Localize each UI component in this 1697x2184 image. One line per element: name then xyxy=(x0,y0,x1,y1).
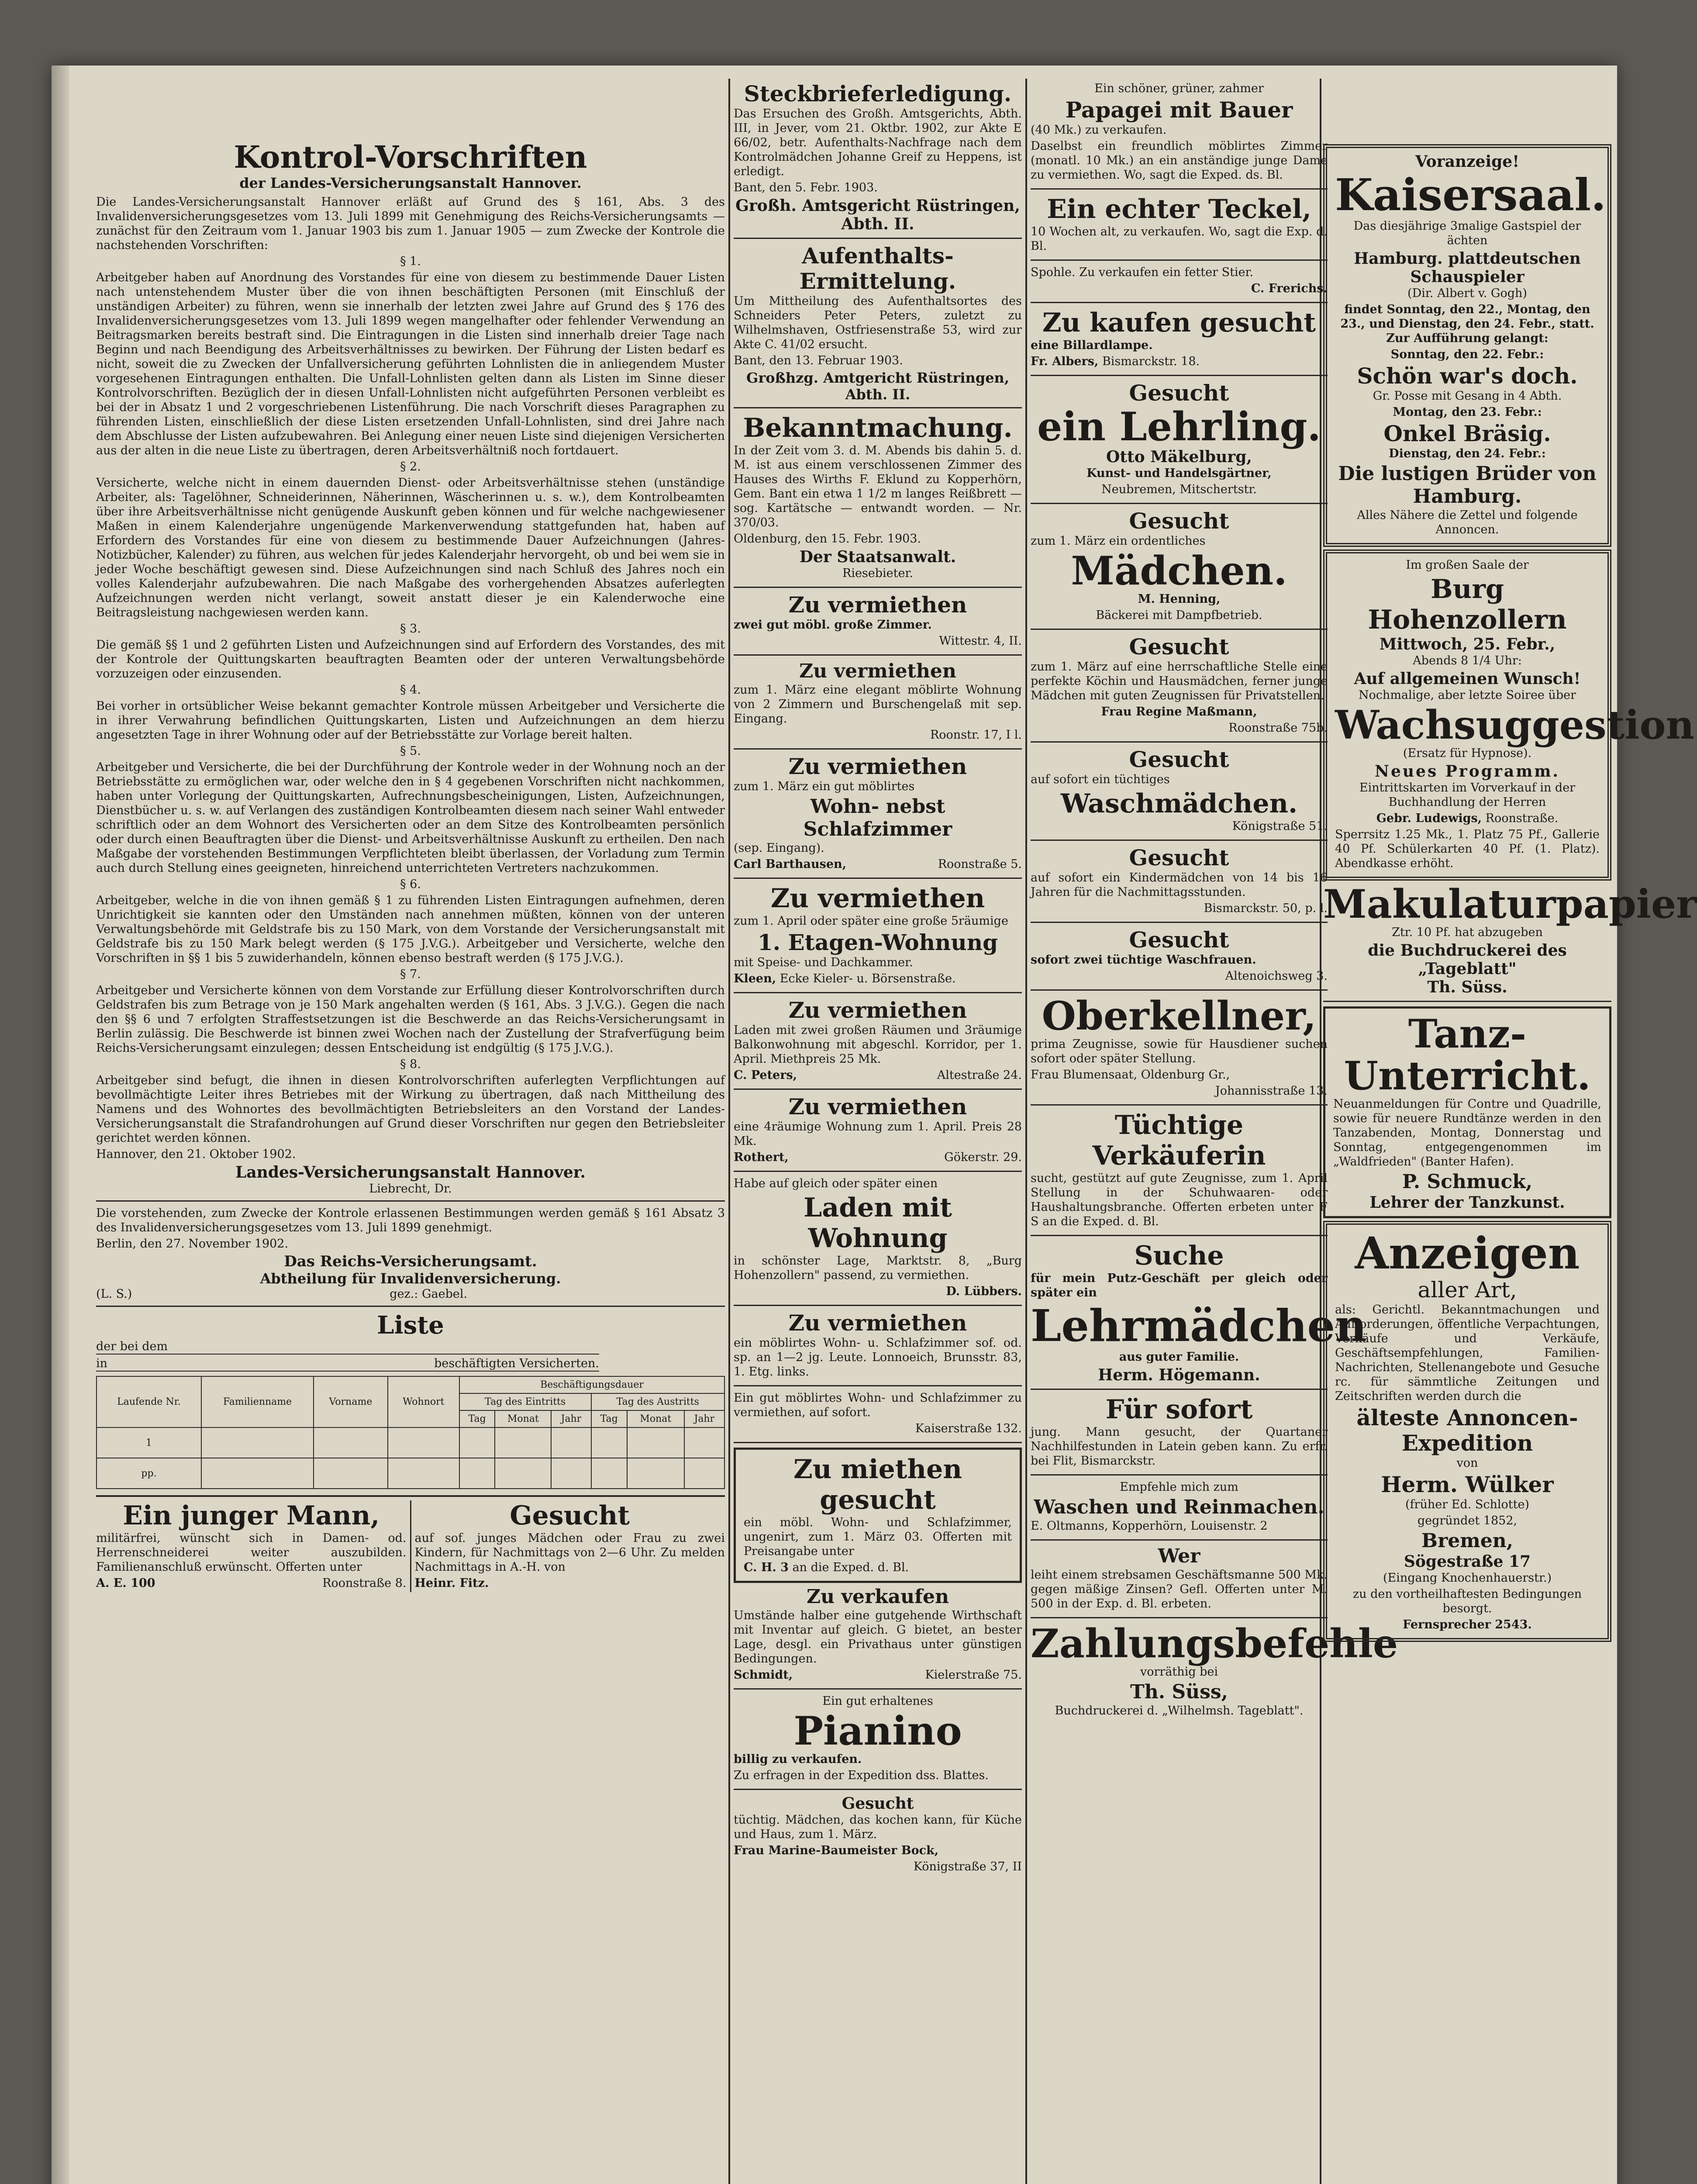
ad-highlight: Laden mit Wohnung xyxy=(804,1192,952,1254)
ad-code: C. H. 3 xyxy=(744,1561,789,1574)
ad-name: D. Lübbers. xyxy=(946,1285,1022,1298)
ad-address: Roonstraße 75b. xyxy=(1228,721,1328,735)
ad-text: in schönster Lage, Marktstr. 8, „Burg Hohenzollern" passend, zu vermiethen. xyxy=(734,1254,1022,1282)
ad-oberkellner xyxy=(1031,995,1328,1106)
table-header: Jahr xyxy=(684,1410,724,1427)
ad-fuer-sofort xyxy=(1031,1394,1328,1476)
column-rule xyxy=(1025,79,1027,2184)
ad-burg-hohenzollern xyxy=(1323,549,1694,881)
liste-line: in xyxy=(96,1357,108,1370)
ad-note: Alles Nähere die Zettel und folgende Annoncen. xyxy=(1357,508,1578,536)
ad-text: als: Gerichtl. Bekanntmachungen und Aufforderungen, öffentliche Verpachtungen, Verkäufe und Verkäufe, Geschäftsempfehlungen, Familien-Nachrichten, Stellenangebote und Gesuche rc. für sämmtliche Zeitungen und Zeitschriften werden durch die xyxy=(1335,1303,1600,1403)
article-title: Kontrol-Vorschriften xyxy=(234,139,587,175)
table-header: Laufende Nr. xyxy=(97,1376,201,1427)
ad-address: Roonstraße. xyxy=(1485,812,1559,825)
ad-city: Bremen, xyxy=(1421,1530,1514,1552)
ad-text: Nochmalige, aber letzte Soiree über xyxy=(1358,688,1576,702)
ad-text: aus guter Familie. xyxy=(1119,1350,1239,1364)
intro-text: Die Landes-Versicherungsanstalt Hannover erläßt auf Grund des § 161, Abs. 3 des Invalidenversicherungsgesetzes vom 13. Juli 1899 mit Genehmigung des Reichs-Versicherungsamts — zunächst für den Zeitraum vom 1. Januar 1903 bis zum 1. Januar 1905 — zum Zwecke der Kontrole die nachstehenden Vorschriften: xyxy=(96,195,725,252)
section-text: Arbeitgeber haben auf Anordnung des Vorstandes für eine von diesem zu bestimmende Dauer Listen nach untenstehendem Muster über die von ihnen beschäftigten Personen (mit Einschluß der unständigen Arbeiter) zu führen, wenn sie innerhalb der letzten zwei Jahre auf Grund des § 176 des Invalidenversicherungsgesetzes vom 13. Juli 1899 wegen mangelhafter oder fehlender Verwendung an Beitragsmarken bereits bestraft sind. Die Eintragungen in die Listen sind innerhalb dreier Tage nach Beginn und nach Beendigung des Arbeitsverhältnisses zu bewirken. Der Führung der Listen bedarf es nicht, soweit die zu Zwecken der Unfallversicherung geführten Lohnlisten die in anliegendem Muster vorgesehenen Eintragungen enthalten. Die Unfall-Lohnlisten gelten dann als Listen im Sinne dieser Kontrolvorschriften. Bezüglich der in diesen Unfall-Lohnlisten nicht aufgeführten Personen verbleibt es bei der in Absatz 1 und 2 vorgeschriebenen Listenführung. Die nach Vorschrift dieses Paragraphen zu führenden Listen, einschließlich der diese Listen ersetzenden Unfall-Lohnlisten, sind drei Jahre nach dem Abschlusse der Listen aufzubewahren. Bei Anlegung einer neuen Liste sind diejenigen Versicherten aus der alten in die neue Liste zu übertragen, deren Arbeitsverhältniß noch fortdauert. xyxy=(96,271,725,457)
section-heading: § 3. xyxy=(400,622,421,636)
ad-text: vorräthig bei xyxy=(1140,1665,1218,1679)
ad-title: Bekanntmachung. xyxy=(743,413,1013,443)
table-header: Tag xyxy=(591,1410,627,1427)
ad-name: Schmidt, xyxy=(734,1668,793,1682)
ad-highlight: Tanz-Unterricht. xyxy=(1344,1011,1591,1099)
ad-title: Zu vermiethen xyxy=(788,997,967,1023)
table-header: Vorname xyxy=(314,1376,387,1427)
ad-highlight: Oberkellner, xyxy=(1042,993,1317,1039)
ad-anzeigen xyxy=(1323,1221,1611,1642)
ad-highlight: Waschmädchen. xyxy=(1060,788,1298,819)
ad-phone: Fernsprecher 2543. xyxy=(1403,1618,1532,1631)
ad-title: Gesucht xyxy=(1129,508,1229,534)
ad-name: Fr. Albers, xyxy=(1031,355,1099,368)
ad-waschfrauen xyxy=(1031,927,1328,991)
ad-play: Die lustigen Brüder von Hamburg. xyxy=(1338,463,1597,508)
ad-vermiethen xyxy=(734,1310,1022,1386)
ad-laden xyxy=(734,1176,1022,1306)
ad-highlight: Mädchen. xyxy=(1071,548,1287,594)
ad-text: Zu erfragen in der Expedition dss. Blattes. xyxy=(734,1769,989,1782)
section-text: Arbeitgeber sind befugt, die ihnen in diesen Kontrolvorschriften auferlegten Verpflichtungen auf bevollmächtigte Leiter ihres Betriebes mit der Wirkung zu übertragen, daß nach Mittheilung des Namens und des Wohnortes des bevollmächtigten Betriebsleiters an den Vorstand der Landes-Versicherungsanstalt die Strafandrohungen auf Grund dieser Vorschriften nur gegen den Betriebsleiter gerichtet werden können. xyxy=(96,1074,725,1145)
ad-text: 10 Wochen alt, zu verkaufen. Wo, sagt die Exp. d. Bl. xyxy=(1031,225,1328,253)
ad-title: Gesucht xyxy=(510,1500,630,1531)
ad-gesucht xyxy=(415,1500,725,1592)
ad-text: militärfrei, wünscht sich in Damen- od. Herrenschneiderei weiter auszubilden. Familienanschluß erwünscht. Offerten unter xyxy=(96,1531,407,1574)
ad-organisation: Großhzg. Amtgericht Rüstringen, Abth. II. xyxy=(746,370,1009,403)
liste-table xyxy=(96,1376,725,1489)
ad-waschen xyxy=(1031,1480,1328,1541)
ad-text: auf sofort ein tüchtiges xyxy=(1031,773,1170,786)
ad-vermiethen xyxy=(734,1094,1022,1172)
ad-kindermaedchen xyxy=(1031,845,1328,923)
ad-text: zum 1. April oder später eine große 5räumige xyxy=(734,914,1008,928)
ad-stier xyxy=(1031,265,1328,303)
ad-title: Für sofort xyxy=(1105,1394,1253,1425)
ad-highlight: Pianino xyxy=(793,1708,962,1754)
organisation-name: Landes-Versicherungsanstalt Hannover. xyxy=(235,1163,586,1182)
ad-junger-mann xyxy=(96,1500,411,1592)
ad-name: Herm. Högemann. xyxy=(1098,1366,1260,1384)
ad-text: für mein Putz-Geschäft per gleich oder später ein xyxy=(1031,1272,1328,1299)
ad-highlight: Lehrmädchen xyxy=(1031,1300,1367,1351)
ad-highlight: Waschen und Reinmachen. xyxy=(1034,1496,1324,1518)
ad-zimmer xyxy=(734,1391,1022,1443)
ad-name: Carl Barthausen, xyxy=(734,857,847,871)
ad-vermiethen xyxy=(734,592,1022,656)
ad-text: gegründet 1852, xyxy=(1417,1514,1518,1527)
ad-address: Kielerstraße 75. xyxy=(925,1668,1022,1682)
ad-title: Gesucht xyxy=(1129,927,1229,953)
ad-date: Sonntag, den 22. Febr.: xyxy=(1390,348,1544,361)
section-heading: § 2. xyxy=(400,460,421,473)
ad-text: billig zu verkaufen. xyxy=(734,1752,862,1766)
ad-name: Frau Blumensaat, Oldenburg Gr., xyxy=(1031,1068,1230,1082)
ad-address: Neubremen, Mitschertstr. xyxy=(1101,483,1257,496)
table-cell: pp. xyxy=(97,1458,201,1489)
ad-organisation: Der Staatsanwalt. xyxy=(799,548,956,566)
ad-highlight: Tüchtige Verkäuferin xyxy=(1092,1110,1266,1171)
ad-steckbrief xyxy=(734,81,1022,239)
ad-text: Bäckerei mit Dampfbetrieb. xyxy=(1096,608,1262,622)
ad-highlight: Makulaturpapier xyxy=(1323,881,1697,927)
ad-date: Oldenburg, den 15. Febr. 1903. xyxy=(734,532,921,546)
ad-text: mit Speise- und Dachkammer. xyxy=(734,956,913,969)
section-text: Arbeitgeber und Versicherte können von dem Vorstande zur Erfüllung dieser Kontrolvorschriften durch Geldstrafen bis zum Betrage von je 150 Mark angehalten werden (§ 161, Abs. 3 J.V.G.). Gegen die nach den §§ 6 und 7 erfolgten Straffestsetzungen ist die Beschwerde an das Reichs-Versicherungsamt in Berlin zulässig. Die Beschwerde ist binnen zwei Wochen nach der Zustellung der Strafverfügung beim Reichs-Versicherungsamt einzulegen; dessen Entscheidung ist endgültig (§ 175 J.V.G.). xyxy=(96,984,725,1055)
ad-miethen-gesucht xyxy=(734,1448,1022,1583)
ad-title: Zu vermiethen xyxy=(770,883,985,914)
ad-highlight: Wohn- nebst Schlafzimmer xyxy=(803,795,952,840)
ad-vermiethen xyxy=(734,660,1022,750)
ad-highlight: Wachsuggestion xyxy=(1335,702,1694,748)
column-notices xyxy=(734,79,1022,1876)
ad-address: Johannisstraße 13. xyxy=(1215,1084,1328,1098)
ad-address: Königstraße 51. xyxy=(1232,819,1328,833)
ad-text: Empfehle mich zum xyxy=(1120,1480,1238,1494)
ad-address: Roonstraße 5. xyxy=(938,857,1022,871)
ad-kaufen-gesucht xyxy=(1031,308,1328,376)
liste-line: der bei dem xyxy=(96,1339,599,1355)
ad-text: zum 1. März ein ordentliches xyxy=(1031,534,1206,548)
section-text: Versicherte, welche nicht in einem dauernden Dienst- oder Arbeitsverhältnisse stehen (unständige Arbeiter, als: Tagelöhner, Schneiderinnen, Näherinnen, Wäscherinnen u. s. w.), dem Kontrolbeamten über ihre Arbeitsverhältnisse nicht genügende Auskunft geben können und für welche nachgewiesener Maßen in einem Kalenderjahre ungenügende Markenverwendung stattgefunden hat, haben auf Erfordern des Vorstandes für eine von diesem zu bestimmende Dauer Aufzeichnungen (Jahres-Notizbücher, Kalender) zu führen, aus welchen für jedes Kalenderjahr hervorgeht, ob und bei wem sie in jeder Woche beschäftigt gewesen sind. Diese Aufzeichnungen sind nach Schluß des Jahres noch ein volles Kalenderjahr aufzubewahren. Die nach Maßgabe des vorhergehenden Absatzes auferlegten Aufzeichnungen werden nicht verlangt, soweit anstatt dieser je ein Kalenderwoche eine Beitragsleistung nachgewiesen werden kann. xyxy=(96,476,725,619)
ad-text: zwei gut möbl. große Zimmer. xyxy=(734,618,932,632)
organisation-department: Abtheilung für Invalidenversicherung. xyxy=(260,1270,561,1287)
ad-prices: Sperrsitz 1.25 Mk., 1. Platz 75 Pf., Gallerie 40 Pf. Schülerkarten 40 Pf. (1. Platz). Abendkasse erhöht. xyxy=(1335,828,1600,870)
ad-title: Zu vermiethen xyxy=(788,1094,967,1120)
ad-highlight: ein Lehrling. xyxy=(1037,404,1321,450)
ad-title: Gesucht xyxy=(842,1794,914,1813)
ad-text: eine 4räumige Wohnung zum 1. April. Preis 28 Mk. xyxy=(734,1120,1022,1148)
ad-name: C. Peters, xyxy=(734,1068,797,1082)
table-cell: 1 xyxy=(97,1427,201,1458)
section-heading: § 1. xyxy=(400,255,421,268)
column-kontrol-vorschriften xyxy=(96,79,725,1592)
table-header: Tag des Eintritts xyxy=(459,1393,591,1410)
ad-text: zum 1. März auf eine herrschaftliche Stelle eine perfekte Köchin und Hausmädchen, ferner junge Mädchen mit guten Zeugnissen für Privatstellen. xyxy=(1031,660,1328,702)
ad-highlight: Zu kaufen gesucht xyxy=(1042,308,1316,338)
ad-date: Dienstag, den 24. Febr.: xyxy=(1389,447,1546,460)
ad-verkaufen xyxy=(734,1586,1022,1690)
ad-name: Kleen, xyxy=(734,972,776,985)
ad-name: Th. Süss, xyxy=(1130,1681,1228,1703)
ad-text: jung. Mann gesucht, der Quartaner Nachhilfestunden in Latein geben kann. Zu erfr. bei Flit, Bismarckstr. xyxy=(1031,1425,1328,1468)
ad-text: ein möblirtes Wohn- u. Schlafzimmer sof. od. sp. an 1—2 jg. Leute. Lonnoeich, Brunsstr. 83, 1. Etg. links. xyxy=(734,1336,1022,1379)
signature: Liebrecht, Dr. xyxy=(369,1182,452,1196)
ad-address: Roonstraße 8. xyxy=(322,1576,407,1590)
ad-organisation: Großh. Amtsgericht Rüstringen, Abth. II. xyxy=(735,197,1020,233)
ad-title: Zu vermiethen xyxy=(788,592,967,618)
ad-text: In der Zeit vom 3. d. M. Abends bis dahin 5. d. M. ist aus einem verschlossenen Zimmer des Hauses des Wirths F. Eklund zu Kopperhörn, Gem. Bant ein etwa 1 1/2 m langes Reißbrett — sog. Kartätsche — entwandt worden. — Nr. 370/03. xyxy=(734,444,1022,529)
ad-title: Zu vermiethen xyxy=(799,660,956,682)
ad-text: aller Art, xyxy=(1418,1277,1517,1303)
ad-text: von xyxy=(1456,1456,1478,1470)
ad-code: A. E. 100 xyxy=(96,1576,155,1590)
ad-text: Auf allgemeinen Wunsch! xyxy=(1354,670,1581,688)
ad-gesucht-maedchen xyxy=(734,1794,1022,1874)
ad-highlight: Zahlungsbefehle xyxy=(1031,1621,1398,1667)
ad-text: Ein schöner, grüner, zahmer xyxy=(1094,82,1264,95)
ad-signature: Riesebieter. xyxy=(842,567,914,580)
divider xyxy=(96,1200,725,1202)
ad-title: Steckbrieferledigung. xyxy=(744,81,1012,107)
signature: gez.: Gaebel. xyxy=(390,1287,468,1301)
ad-date: Bant, den 13. Februar 1903. xyxy=(734,354,903,367)
ad-lehrmaedchen xyxy=(1031,1241,1367,1390)
ad-bekanntmachung xyxy=(734,413,1022,588)
ad-text: Ein gut erhaltenes xyxy=(822,1694,933,1708)
ad-address: Buchdruckerei d. „Wilhelmsh. Tageblatt". xyxy=(1055,1704,1304,1717)
article-subtitle: der Landes-Versicherungsanstalt Hannover. xyxy=(239,175,582,191)
ad-text: eine Billardlampe. xyxy=(1031,339,1153,352)
column-rule xyxy=(728,79,730,2184)
ad-name: Heinr. Fitz. xyxy=(414,1576,489,1590)
ad-date: Bant, den 5. Febr. 1903. xyxy=(734,181,878,194)
ad-time: Abends 8 1/4 Uhr: xyxy=(1413,654,1522,667)
date-line: Berlin, den 27. November 1902. xyxy=(96,1237,289,1251)
ad-title: Zu miethen gesucht xyxy=(793,1454,962,1515)
page-edge xyxy=(52,66,69,2184)
table-header: Jahr xyxy=(551,1410,591,1427)
ad-title: Gesucht xyxy=(1129,380,1229,406)
section-text: Arbeitgeber, welche in die von ihnen gemäß § 1 zu führenden Listen Eintragungen aufnehmen, deren Unrichtigkeit sie kannten oder den Umständen nach annehmen müßten, können von der unteren Verwaltungsbehörde mit Geldstrafe bis zu 150 Mark, von dem Vorstande der Versicherungsanstalt mit Geldstrafe bis zu 150 Mark belegt werden (§ 175 J.V.G.). Arbeitgeber und Versicherte, welche den Vorschriften in §§ 1 bis 5 zuwiderhandeln, können ebenso bestraft werden (§ 175 J.V.G.). xyxy=(96,894,725,965)
section-heading: § 7. xyxy=(400,968,421,981)
ad-verkaeuferin xyxy=(1031,1110,1328,1236)
ad-text: Das Ersuchen des Großh. Amtsgerichts, Abth. III, in Jever, vom 21. Oktbr. 1902, zur Akte E 66/02, betr. Aufenthalts-Nachfrage nach dem Kontrolmädchen Johanne Greif zu Heppens, ist erledigt. xyxy=(734,107,1022,178)
ad-text: auf sof. junges Mädchen oder Frau zu zwei Kindern, für Nachmittags von 2—6 Uhr. Zu melden Nachmittags in A.-H. von xyxy=(414,1531,725,1574)
ad-address: Kaiserstraße 132. xyxy=(915,1422,1022,1435)
ad-text: Um Mittheilung des Aufenthaltsortes des Schneiders Peter Peters, zuletzt zu Wilhelmshaven, Ostfriesenstraße 53, wird zur Akte C. 41/02 ersucht. xyxy=(734,294,1022,351)
ad-date: Mittwoch, 25. Febr., xyxy=(1379,635,1556,653)
ad-title: Gesucht xyxy=(1129,634,1229,660)
ad-text: (früher Ed. Schlotte) xyxy=(1405,1498,1529,1511)
section-heading: § 6. xyxy=(400,878,421,891)
ad-address: Altestraße 24. xyxy=(937,1068,1022,1082)
ad-label: Voranzeige! xyxy=(1415,152,1519,171)
ad-highlight: Anzeigen xyxy=(1355,1227,1580,1279)
ad-text: prima Zeugnisse, sowie für Hausdiener suchen sofort oder später Stellung. xyxy=(1031,1037,1328,1065)
ad-teckel xyxy=(1031,194,1328,261)
ad-title: Zu verkaufen xyxy=(806,1586,949,1608)
organisation-name: Das Reichs-Versicherungsamt. xyxy=(284,1253,537,1270)
ad-highlight: älteste Annoncen-Expedition xyxy=(1356,1405,1578,1456)
liste-line: beschäftigten Versicherten. xyxy=(434,1357,599,1370)
ad-text: (40 Mk.) zu verkaufen. xyxy=(1031,123,1167,137)
ad-address: Wittestr. 4, II. xyxy=(939,634,1022,648)
table-header: Beschäftigungsdauer xyxy=(459,1376,724,1393)
table-header: Wohnort xyxy=(388,1376,459,1427)
ad-text: Neues Programm. xyxy=(1375,762,1560,781)
ad-tanz-unterricht xyxy=(1323,1006,1611,1218)
ad-name: C. Frerichs. xyxy=(1251,282,1328,295)
ad-lehrling xyxy=(1031,380,1328,504)
ad-text: Daselbst ein freundlich möblirtes Zimmer (monatl. 10 Mk.) an ein anständige junge Dame zu vermiethen. Wo, sagt die Exped. ds. Bl. xyxy=(1031,139,1328,182)
ad-address: Roonstr. 17, I l. xyxy=(930,728,1022,742)
ad-text: (Dir. Albert v. Gogh) xyxy=(1407,287,1527,300)
ad-title: Suche xyxy=(1134,1241,1224,1271)
ad-text: zum 1. März eine elegant möblirte Wohnung von 2 Zimmern und Burschengelaß mit sep. Eingang. xyxy=(734,683,1022,726)
ad-name: P. Schmuck, xyxy=(1402,1171,1533,1193)
ad-name: M. Henning, xyxy=(1138,592,1221,606)
ad-name: Rothert, xyxy=(734,1151,789,1164)
approval-text: Die vorstehenden, zum Zwecke der Kontrole erlassenen Bestimmungen werden gemäß § 161 Absatz 3 des Invalidenversicherungsgesetzes vom 13. Juli 1899 genehmigt. xyxy=(96,1206,725,1234)
ad-text: Im großen Saale der xyxy=(1406,558,1529,572)
ad-text: sofort zwei tüchtige Waschfrauen. xyxy=(1031,953,1256,967)
ad-text: Kunst- und Handelsgärtner, xyxy=(1086,467,1272,480)
ad-title: Aufenthalts-Ermittelung. xyxy=(799,243,956,294)
ad-pianino xyxy=(734,1694,1022,1790)
ad-text: ein möbl. Wohn- und Schlafzimmer, ungenirt, zum 1. März 03. Offerten mit Preisangabe unter xyxy=(744,1516,1012,1558)
section-heading: § 4. xyxy=(400,683,421,697)
liste-title: Liste xyxy=(377,1311,444,1340)
ad-text: Habe auf gleich oder später einen xyxy=(734,1177,938,1190)
ad-vermiethen xyxy=(734,883,1022,993)
ad-title: Ein junger Mann, xyxy=(123,1500,380,1531)
ad-play: Schön war's doch. xyxy=(1357,363,1578,389)
ad-highlight: Ein echter Teckel, xyxy=(1047,194,1311,225)
ad-address: Gökerstr. 29. xyxy=(944,1151,1022,1164)
ad-title: Wer xyxy=(1158,1545,1200,1567)
ad-name: Otto Mäkelburg, xyxy=(1106,448,1252,466)
ad-wer xyxy=(1031,1545,1328,1618)
ad-text: Ztr. 10 Pf. hat abzugeben xyxy=(1392,926,1543,939)
section-text: Arbeitgeber und Versicherte, die bei der Durchführung der Kontrole weder in der Wohnung noch an der Betriebsstätte zu ermöglichen war, oder welche den in § 4 gegebenen Vorschriften nicht nachkommen, haben unter Vorlegung der Quittungskarten, Aufrechnungsbescheinigungen, Listen, Aufzeichnungen, Dienstbücher u. s. w. auf Verlangen des zuständigen Kontrolbeamten diesem nach seiner Wahl entweder schriftlich oder an dem Wohnort des Versicherten oder an dem Sitze des Kontrolbeamten persönlich oder durch einen Beauftragten über die Dienst- und Arbeitsverhältnisse Auskunft zu ertheilen. Den nach Maßgabe der vorstehenden Bestimmungen Verpflichteten bleibt überlassen, der Vorladung zum Termin auch durch Stellung eines geeigneten, hinreichend unterrichteten Vertreters nachzukommen. xyxy=(96,760,725,875)
column-classifieds xyxy=(1031,79,1398,1720)
ad-papagei xyxy=(1031,81,1328,190)
table-header: Monat xyxy=(627,1410,684,1427)
ad-address: (Eingang Knochenhauerstr.) xyxy=(1383,1571,1552,1585)
ad-waschmaedchen xyxy=(1031,747,1328,841)
ad-title: Zu vermiethen xyxy=(788,1310,967,1336)
ad-highlight: Burg Hohenzollern xyxy=(1368,574,1567,635)
ad-name: Frau Marine-Baumeister Bock, xyxy=(734,1844,939,1857)
ad-name: Herm. Wülker xyxy=(1381,1472,1554,1497)
ad-name: Frau Regine Maßmann, xyxy=(1101,705,1257,719)
ad-name: Gebr. Ludewigs, xyxy=(1376,812,1482,825)
ad-text: auf sofort ein Kindermädchen von 14 bis 16 Jahren für die Nachmittagsstunden. xyxy=(1031,871,1328,899)
ad-highlight: Papagei mit Bauer xyxy=(1065,97,1293,123)
ad-text: Das diesjährige 3malige Gastspiel der ächten xyxy=(1353,219,1581,247)
ad-vermiethen xyxy=(734,754,1022,879)
ad-text: sucht, gestützt auf gute Zeugnisse, zum 1. April Stellung in der Schuhwaaren- oder Haushaltungsbranche. Offerten erbeten unter F S an die Exped. d. Bl. xyxy=(1031,1171,1328,1228)
section-text: Bei vorher in ortsüblicher Weise bekannt gemachter Kontrole müssen Arbeitgeber und Versicherte die in ihrer Verwahrung befindlichen Quittungskarten, Listen und Aufzeichnungen an dem hierzu angesetzten Tage in ihrer Wohnung oder auf der Betriebsstätte zur Vorlage bereit halten. xyxy=(96,699,725,742)
date-line: Hannover, den 21. Oktober 1902. xyxy=(96,1147,296,1161)
ad-text: Ein gut möblirtes Wohn- und Schlafzimmer zu vermiethen, auf sofort. xyxy=(734,1391,1022,1419)
ad-address: Bismarckstr. 50, p. l. xyxy=(1204,902,1328,915)
ad-aufenthalt xyxy=(734,243,1022,408)
ad-title: Gesucht xyxy=(1129,845,1229,871)
ad-text: tüchtig. Mädchen, das kochen kann, für Küche und Haus, zum 1. März. xyxy=(734,1813,1022,1841)
ad-text: an die Exped. d. Bl. xyxy=(792,1561,909,1574)
table-header: Tag xyxy=(459,1410,495,1427)
ad-text: Lehrer der Tanzkunst. xyxy=(1369,1193,1565,1212)
ad-koechin xyxy=(1031,634,1328,743)
ad-kaisersaal xyxy=(1323,144,1611,547)
ad-name: Th. Süss. xyxy=(1427,978,1507,996)
ad-note: (sep. Eingang). xyxy=(734,841,824,855)
ad-text: Spohle. Zu verkaufen ein fetter Stier. xyxy=(1031,266,1254,279)
ad-address: Ecke Kieler- u. Börsenstraße. xyxy=(780,972,956,985)
ad-text: leiht einem strebsamen Geschäftsmanne 500 Mk. gegen mäßige Zinsen? Gefl. Offerten unter M. 500 in der Exp. d. Bl. erbeten. xyxy=(1031,1568,1328,1610)
ad-name: E. Oltmanns, Kopperhörn, Louisenstr. 2 xyxy=(1031,1519,1268,1533)
ad-vermiethen xyxy=(734,998,1022,1090)
ad-highlight: 1. Etagen-Wohnung xyxy=(757,930,998,955)
ad-text: die Buchdruckerei des „Tageblatt" xyxy=(1368,941,1567,978)
ad-address: Sögestraße 17 xyxy=(1404,1552,1531,1571)
ad-title: Zu vermiethen xyxy=(788,753,967,779)
divider xyxy=(96,1306,725,1307)
section-heading: § 5. xyxy=(400,744,421,758)
seal-mark: (L. S.) xyxy=(96,1287,132,1301)
ad-text: zu den vortheilhaftesten Bedingungen besorgt. xyxy=(1352,1587,1582,1615)
ad-note: Gr. Posse mit Gesang in 4 Abth. xyxy=(1373,389,1562,403)
ad-address: Altenoichsweg 3. xyxy=(1225,969,1328,983)
ad-text: Umstände halber eine gutgehende Wirthschaft mit Inventar auf gleich. G bietet, an bester Lage, desgl. ein Privathaus unter günstigen Bedingungen. xyxy=(734,1609,1022,1666)
ad-address: Königstraße 37, II xyxy=(913,1860,1022,1873)
ad-text: Hamburg. plattdeutschen Schauspieler xyxy=(1354,249,1581,286)
table-header: Familienname xyxy=(201,1376,314,1427)
ad-text: Eintrittskarten im Vorverkauf in der Buchhandlung der Herren xyxy=(1359,781,1576,809)
ad-text: Laden mit zwei großen Räumen und 3räumige Balkonwohnung mit abgeschl. Korridor, per 1. April. Miethpreis 25 Mk. xyxy=(734,1023,1022,1066)
ad-maedchen xyxy=(1031,508,1328,630)
column-events xyxy=(1323,79,1697,1645)
table-header: Tag des Austritts xyxy=(591,1393,725,1410)
ad-text: Neuanmeldungen für Contre und Quadrille, sowie für neuere Rundtänze werden in den Tanzabenden, Montag, Donnerstag und Sonntag, entgegengenommen im „Waldfrieden" (Banter Hafen). xyxy=(1333,1097,1601,1168)
ad-note: (Ersatz für Hypnose). xyxy=(1403,746,1532,760)
ad-date: Montag, den 23. Febr.: xyxy=(1393,405,1542,419)
section-heading: § 8. xyxy=(400,1057,421,1071)
ad-text: zum 1. März ein gut möblirtes xyxy=(734,780,915,793)
section-text: Die gemäß §§ 1 und 2 geführten Listen und Aufzeichnungen sind auf Erfordern des Vorstandes, des mit der Kontrole der Quittungskarten beauftragten Beamten oder der unteren Verwaltungsbehörde vorzuzeigen oder einzusenden. xyxy=(96,638,725,681)
ad-title: Gesucht xyxy=(1129,746,1229,772)
ad-text: findet Sonntag, den 22., Montag, den 23., und Dienstag, den 24. Febr., statt. Zur Aufführung gelangt: xyxy=(1340,303,1594,345)
table-header: Monat xyxy=(495,1410,551,1427)
ad-zahlungsbefehle xyxy=(1031,1621,1398,1718)
ad-address: Bismarckstr. 18. xyxy=(1102,355,1200,368)
ad-makulatur xyxy=(1323,881,1697,1002)
ad-play: Onkel Bräsig. xyxy=(1383,421,1551,446)
ad-highlight: Kaisersaal. xyxy=(1335,169,1606,221)
